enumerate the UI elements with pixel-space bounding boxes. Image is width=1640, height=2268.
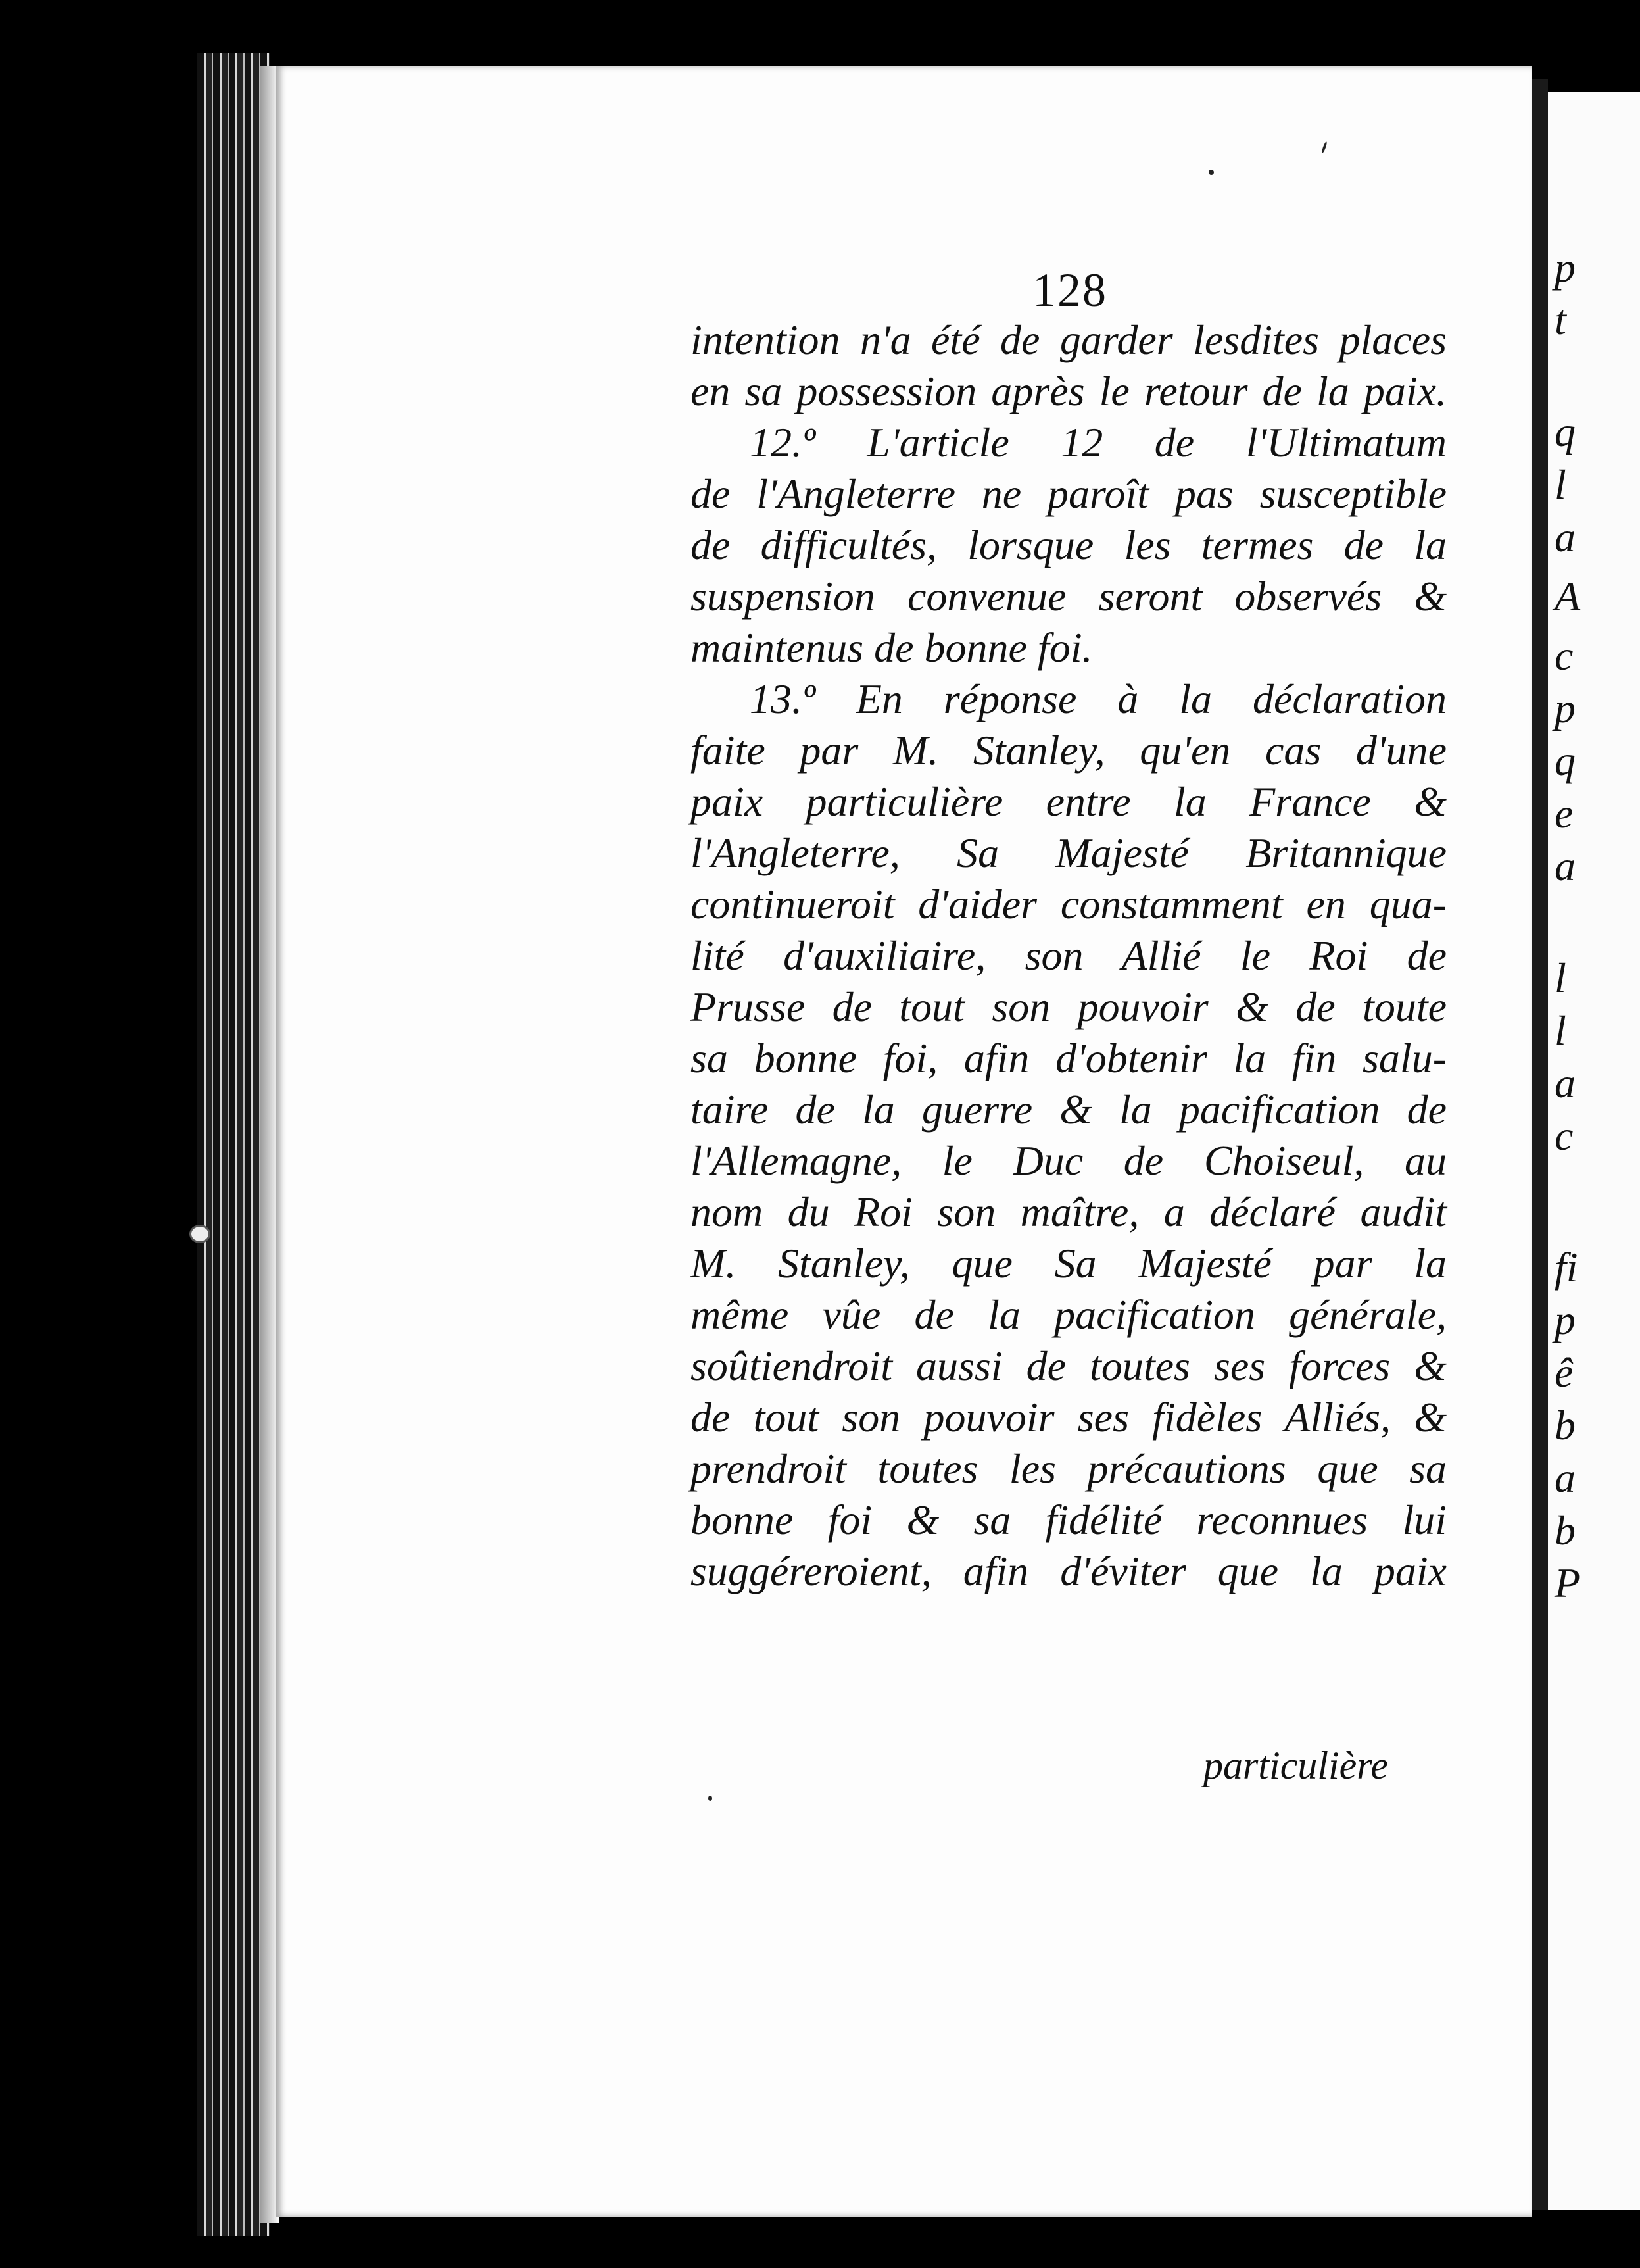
paper-speck <box>1209 170 1214 175</box>
next-page-letter: A <box>1555 573 1581 620</box>
next-page-letter: t <box>1555 297 1566 343</box>
paper-speck <box>708 1796 712 1801</box>
next-page-letter: fi <box>1555 1244 1578 1291</box>
next-page-letter: a <box>1555 1060 1576 1106</box>
next-page-letter: P <box>1555 1560 1581 1606</box>
text-line: continueroit d'aider constamment en qua- <box>690 881 1447 927</box>
next-page-letter: p <box>1555 1296 1576 1343</box>
next-page-letter: a <box>1555 514 1576 560</box>
text-line: de tout son pouvoir ses fidèles Alliés, & <box>690 1394 1447 1441</box>
next-page-letter: l <box>1555 1007 1566 1054</box>
next-page-letter: e <box>1555 790 1574 837</box>
text-line: en sa possession après le retour de la paix. <box>690 368 1447 414</box>
next-page-letter: a <box>1555 843 1576 889</box>
text-line: M. Stanley, que Sa Majesté par la <box>690 1240 1447 1287</box>
text-line: de l'Angleterre ne paroît pas susceptible <box>690 470 1447 517</box>
text-line: Prusse de tout son pouvoir & de toute <box>690 983 1447 1030</box>
text-line: l'Allemagne, le Duc de Choiseul, au <box>690 1137 1447 1184</box>
text-line: 12.º L'article 12 de l'Ultimatum <box>750 419 1447 466</box>
page-text <box>690 314 1447 1597</box>
text-line: 13.º En réponse à la déclaration <box>750 676 1447 722</box>
next-page-letter: ê <box>1555 1349 1574 1396</box>
text-line: même vûe de la pacification générale, <box>690 1291 1447 1338</box>
book-spine <box>197 53 270 2236</box>
text-line: sa bonne foi, afin d'obtenir la fin salu- <box>690 1035 1447 1081</box>
next-page-letter: l <box>1555 954 1566 1001</box>
next-page-partial <box>1548 92 1640 2210</box>
next-page-letter: q <box>1555 408 1576 455</box>
text-line: soûtiendroit aussi de toutes ses forces & <box>690 1343 1447 1389</box>
page-edge-right <box>1532 79 1548 2210</box>
text-line: intention n'a été de garder lesdites places <box>690 316 1447 363</box>
next-page-letter: c <box>1555 1112 1574 1159</box>
text-line: prendroit toutes les précautions que sa <box>690 1445 1447 1492</box>
text-line: paix particulière entre la France & <box>690 778 1447 825</box>
text-line: faite par M. Stanley, qu'en cas d'une <box>690 727 1447 774</box>
next-page-letter: a <box>1555 1454 1576 1501</box>
text-line: suggéreroient, afin d'éviter que la paix <box>690 1548 1447 1594</box>
next-page-letter: q <box>1555 737 1576 784</box>
next-page-letter: p <box>1555 244 1576 291</box>
catchword: particulière <box>1203 1744 1389 1787</box>
text-line: lité d'auxiliaire, son Allié le Roi de <box>690 932 1447 979</box>
text-line: taire de la guerre & la pacification de <box>690 1086 1447 1133</box>
page-number: 128 <box>1032 264 1107 316</box>
next-page-letter: l <box>1555 461 1566 508</box>
text-line: nom du Roi son maître, a déclaré audit <box>690 1189 1447 1235</box>
next-page-letter: b <box>1555 1507 1576 1554</box>
binding-hole <box>189 1225 210 1243</box>
next-page-letter: b <box>1555 1402 1576 1448</box>
text-line: suspension convenue seront observés & <box>690 573 1447 620</box>
text-line: de difficultés, lorsque les termes de la <box>690 522 1447 568</box>
text-line: maintenus de bonne foi. <box>690 624 1093 671</box>
next-page-letter: c <box>1555 632 1574 679</box>
next-page-letter: p <box>1555 685 1576 731</box>
text-line: bonne foi & sa fidélité reconnues lui <box>690 1496 1447 1543</box>
text-line: l'Angleterre, Sa Majesté Britannique <box>690 829 1447 876</box>
